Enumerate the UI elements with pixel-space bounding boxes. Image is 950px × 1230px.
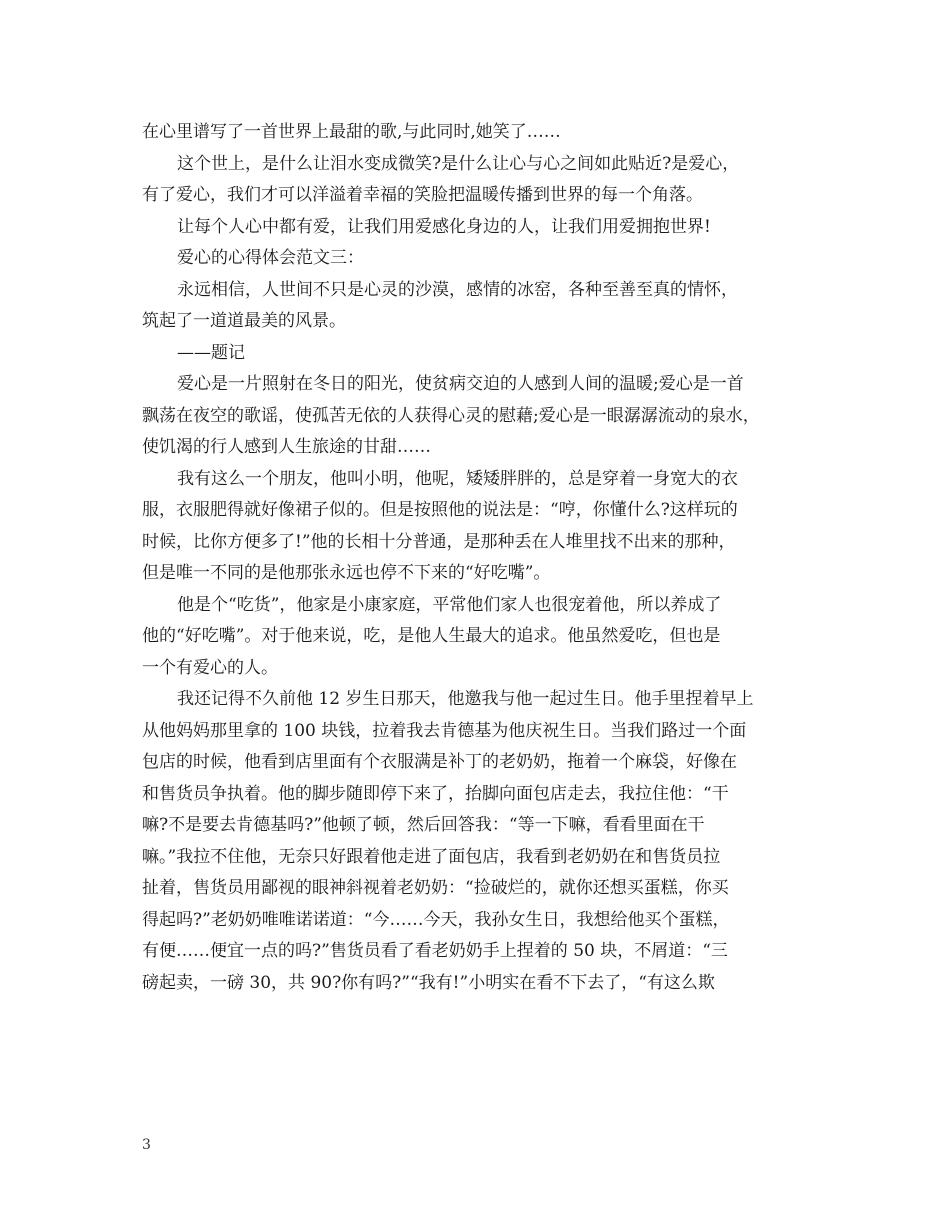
text-line: 一个有爱心的人。 (142, 657, 278, 678)
text-line: 得起吗?”老奶奶唯唯诺诺道：“今……今天，我孙女生日，我想给他买个蛋糕， (142, 909, 730, 930)
text-line: 我有这么一个朋友，他叫小明，他呢，矮矮胖胖的，总是穿着一身宽大的衣 (177, 468, 738, 489)
text-line: 和售货员争执着。他的脚步随即停下来了，抬脚向面包店走去，我拉住他：“干 (142, 783, 729, 804)
text-line: 有便……便宜一点的吗?”售货员看了看老奶奶手上捏着的 50 块，不屑道：“三 (142, 941, 728, 961)
text-line: 飘荡在夜空的歌谣，使孤苦无依的人获得心灵的慰藉;爱心是一眼潺潺流动的泉水， (142, 405, 760, 426)
text-line: 永远相信，人世间不只是心灵的沙漠，感情的冰窑，各种至善至真的情怀， (177, 279, 738, 300)
text-line: 爱心是一片照射在冬日的阳光，使贫病交迫的人感到人间的温暖;爱心是一首 (177, 374, 744, 394)
text-line: 从他妈妈那里拿的 100 块钱，拉着我去肯德基为他庆祝生日。当我们路过一个面 (142, 720, 747, 741)
text-line: 嘛?不是要去肯德基吗?”他顿了顿，然后回答我：“等一下嘛，看看里面在干 (142, 815, 705, 835)
text-line: 服，衣服肥得就好像裙子似的。但是按照他的说法是：“哼，你懂什么?这样玩的 (142, 500, 738, 520)
text-line: 使饥渴的行人感到人生旅途的甘甜…… (142, 437, 431, 457)
text-line: 嘛。”我拉不住他，无奈只好跟着他走进了面包店，我看到老奶奶在和售货员拉 (142, 846, 721, 867)
page-number: 3 (142, 1137, 151, 1153)
text-line: 筑起了一道道最美的风景。 (142, 311, 346, 331)
text-line: 扯着，售货员用鄙视的眼神斜视着老奶奶：“捡破烂的，就你还想买蛋糕，你买 (142, 878, 729, 898)
document-body (142, 117, 810, 999)
text-line: 在心里谱写了一首世界上最甜的歌,与此同时,她笑了…… (142, 122, 561, 142)
text-line: ——题记 (177, 342, 245, 363)
text-line: 让每个人心中都有爱，让我们用爱感化身边的人，让我们用爱拥抱世界! (177, 216, 711, 237)
text-line: 我还记得不久前他 12 岁生日那天，他邀我与他一起过生日。他手里捏着早上 (177, 689, 754, 709)
text-line: 这个世上，是什么让泪水变成微笑?是什么让心与心之间如此贴近?是爱心， (177, 153, 740, 174)
text-line: 时候，比你方便多了!”他的长相十分普通，是那种丢在人堆里找不出来的那种， (142, 531, 736, 552)
text-line: 他的“好吃嘴”。对于他来说，吃，是他人生最大的追求。他虽然爱吃，但也是 (142, 626, 721, 646)
text-line: 爱心的心得体会范文三： (177, 248, 364, 268)
text-line: 他是个“吃货”，他家是小康家庭，平常他们家人也很宠着他，所以养成了 (177, 594, 722, 615)
text-line: 磅起卖，一磅 30，共 90?你有吗?”“我有!”小明实在看不下去了，“有这么欺 (142, 972, 715, 993)
text-line: 但是唯一不同的是他那张永远也停不下来的“好吃嘴”。 (142, 563, 551, 583)
text-line: 包店的时候，他看到店里面有个衣服满是补丁的老奶奶，拖着一个麻袋，好像在 (142, 752, 737, 772)
text-line: 有了爱心，我们才可以洋溢着幸福的笑脸把温暖传播到世界的每一个角落。 (142, 185, 703, 205)
